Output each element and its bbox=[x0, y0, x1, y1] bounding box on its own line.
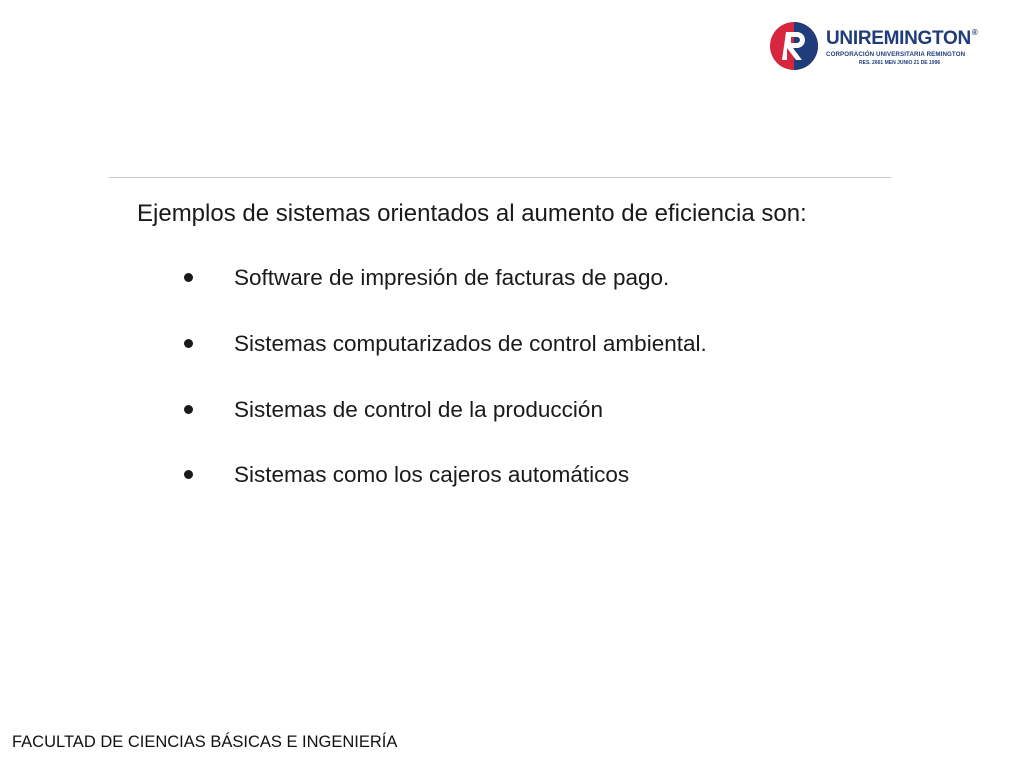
bullet-icon bbox=[184, 273, 193, 282]
bullet-text: Software de impresión de facturas de pago. bbox=[234, 265, 670, 290]
bullet-icon bbox=[184, 405, 193, 414]
r-emblem-icon bbox=[769, 20, 819, 72]
bullet-icon bbox=[184, 339, 193, 348]
logo-subtitle: CORPORACIÓN UNIVERSITARIA REMINGTON bbox=[826, 51, 966, 58]
title-divider bbox=[109, 177, 891, 178]
bullet-text: Sistemas computarizados de control ambiental. bbox=[234, 331, 707, 356]
bullet-text: Sistemas de control de la producción bbox=[234, 397, 603, 422]
logo-resolution: RES. 2661 MEN JUNIO 21 DE 1996 bbox=[859, 60, 941, 66]
footer-faculty: FACULTAD DE CIENCIAS BÁSICAS E INGENIERÍA bbox=[12, 733, 398, 751]
uniremington-logo bbox=[769, 20, 984, 72]
bullet-icon bbox=[184, 470, 193, 479]
slide-heading: Ejemplos de sistemas orientados al aumento de eficiencia son: bbox=[137, 200, 807, 227]
bullet-text: Sistemas como los cajeros automáticos bbox=[234, 462, 630, 487]
logo-wordmark: UNIREMINGTON® bbox=[826, 28, 978, 49]
